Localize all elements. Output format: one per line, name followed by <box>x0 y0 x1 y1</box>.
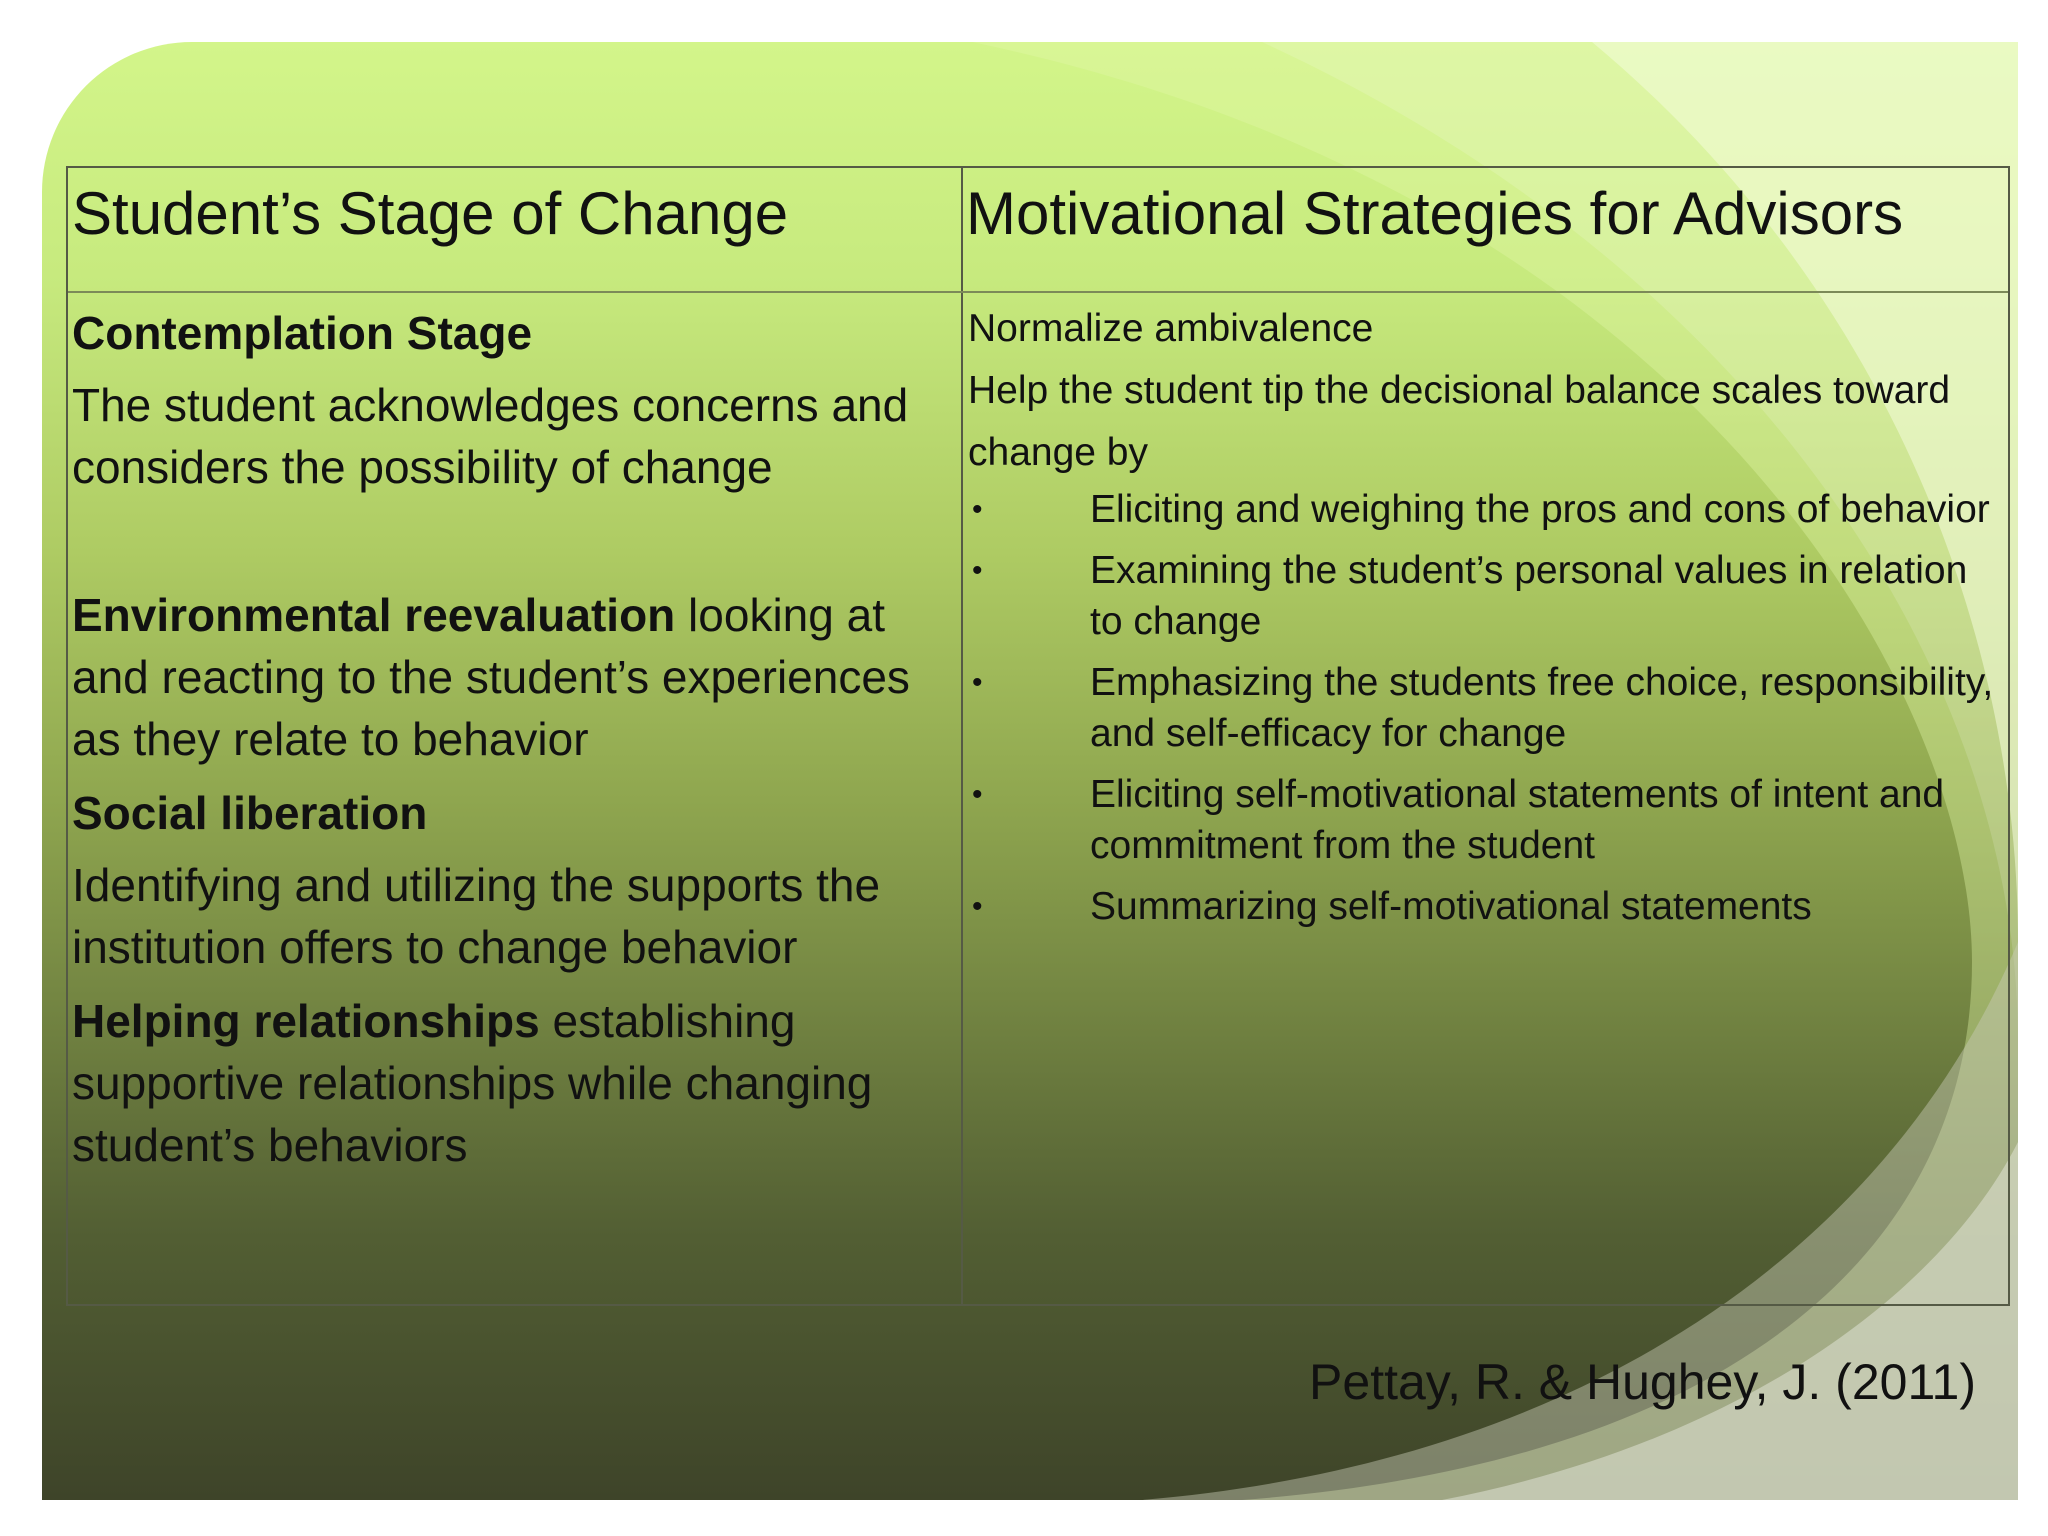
header-motivational-strategies: Motivational Strategies for Advisors <box>966 180 1904 247</box>
social-liberation-text: Identifying and utilizing the supports the institution offers to change behavior <box>72 859 881 973</box>
bullet-icon: • <box>972 666 983 699</box>
helping-relationships-paragraph <box>72 990 960 1176</box>
list-item <box>968 881 1998 932</box>
bullet-text: Examining the student’s personal values in relation to change <box>1090 549 1968 643</box>
bullet-text: Emphasizing the students free choice, responsibility, and self-efficacy for change <box>1090 661 1994 755</box>
environmental-reevaluation-paragraph <box>72 584 960 770</box>
stage-title: Contemplation Stage <box>72 307 533 359</box>
helping-relationships-text: establishing supportive relationships while changing student’s behaviors <box>72 995 873 1171</box>
list-item <box>968 484 1998 535</box>
citation: Pettay, R. & Hughey, J. (2011) <box>1309 1354 1976 1410</box>
bullet-icon: • <box>972 493 983 526</box>
list-item <box>968 545 1998 647</box>
stage-column <box>72 302 960 1176</box>
strategies-table <box>66 166 2010 1306</box>
helping-relationships-title: Helping relationships <box>72 995 540 1047</box>
header-stage-of-change: Student’s Stage of Change <box>72 180 789 247</box>
strategy-bullet-list <box>968 484 1998 932</box>
stage-description: The student acknowledges concerns and considers the possibility of change <box>72 379 909 493</box>
strategy-tip-balance: Help the student tip the decisional balance scales toward change by <box>968 369 1951 474</box>
header-row-divider <box>68 291 2008 293</box>
bullet-icon: • <box>972 778 983 811</box>
bullet-text: Eliciting and weighing the pros and cons of behavior <box>1090 488 1990 531</box>
bullet-text: Summarizing self-motivational statements <box>1090 885 1812 928</box>
column-divider <box>961 168 963 1304</box>
environmental-reevaluation-text: looking at and reacting to the student’s experiences as they relate to behavior <box>72 589 910 765</box>
bullet-icon: • <box>972 554 983 587</box>
bullet-icon: • <box>972 890 983 923</box>
list-item <box>968 657 1998 759</box>
strategies-column <box>968 298 1998 942</box>
list-item <box>968 769 1998 871</box>
environmental-reevaluation-title: Environmental reevaluation <box>72 589 676 641</box>
strategy-normalize: Normalize ambivalence <box>968 307 1374 350</box>
social-liberation-title: Social liberation <box>72 787 428 839</box>
bullet-text: Eliciting self-motivational statements of intent and commitment from the student <box>1090 773 1945 867</box>
